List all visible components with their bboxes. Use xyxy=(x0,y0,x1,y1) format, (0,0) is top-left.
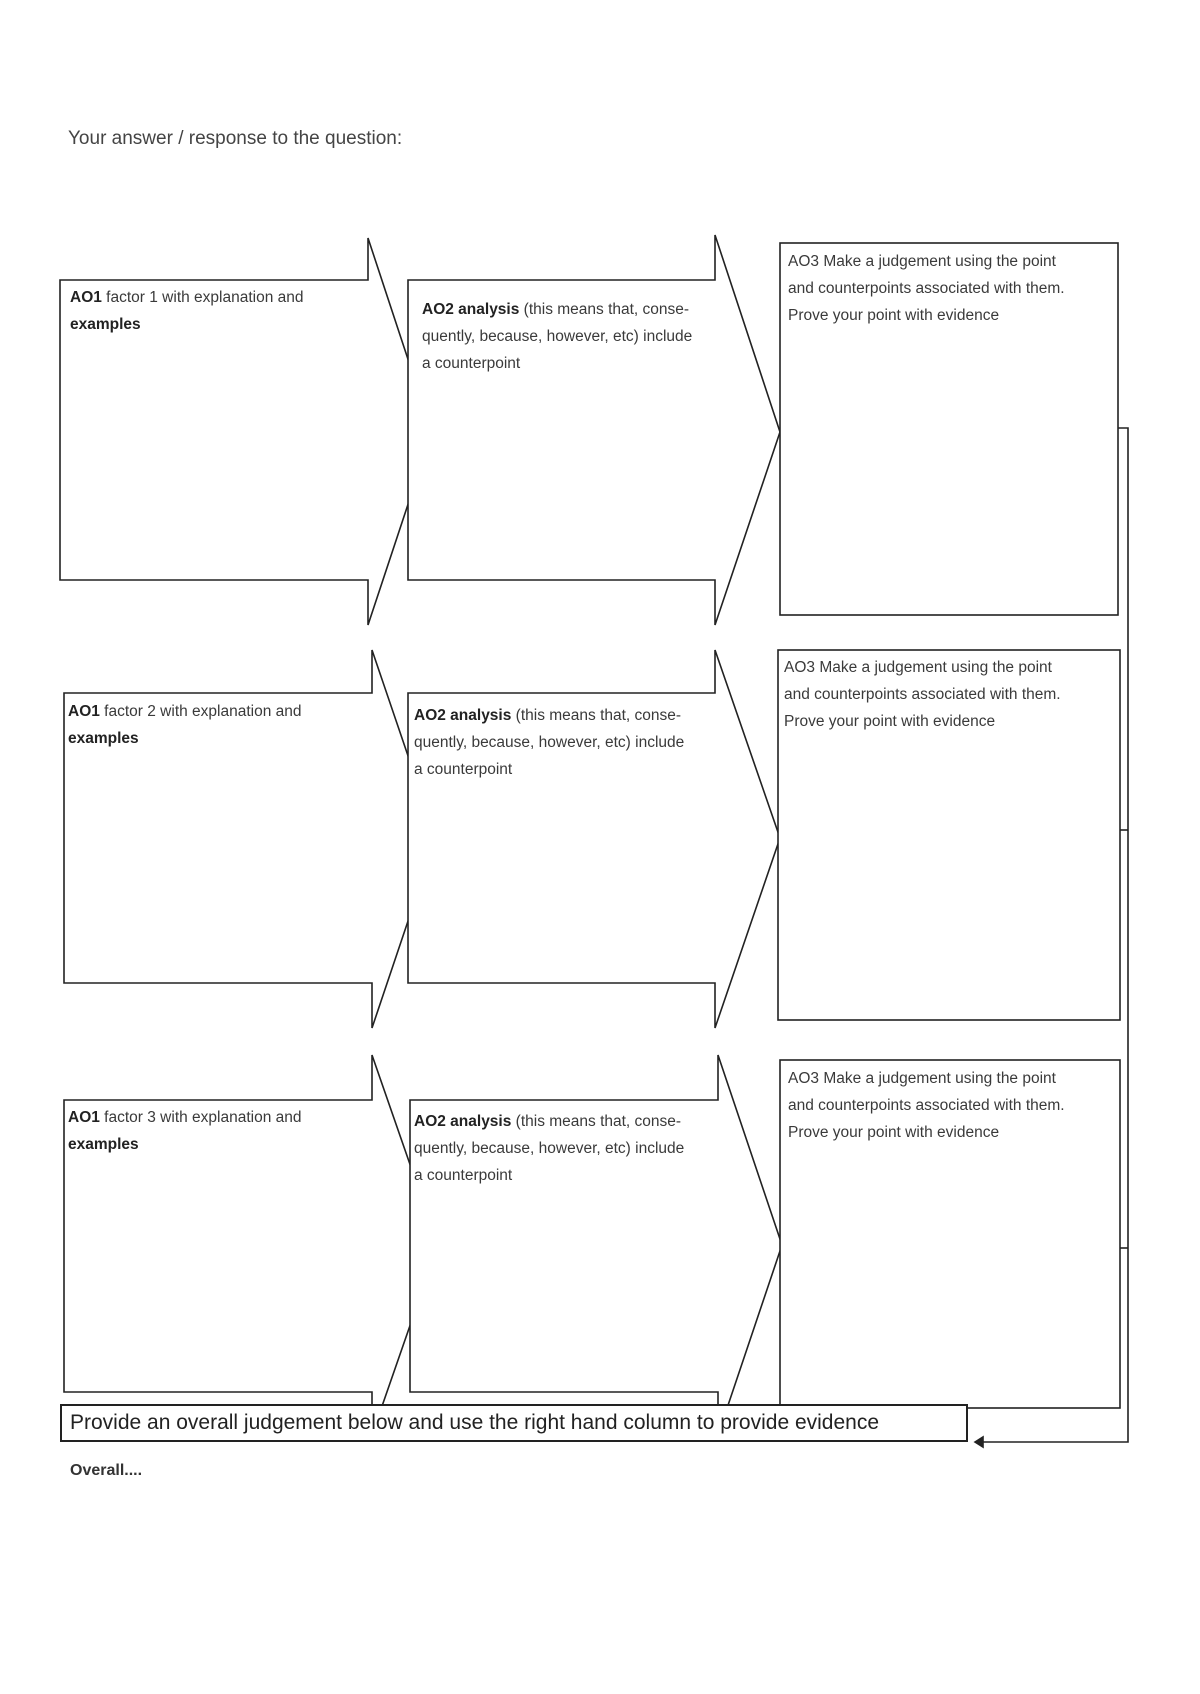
ao2-text: (this means that, conse- xyxy=(511,1113,682,1130)
ao1-text: factor 3 with explanation and xyxy=(99,1109,302,1126)
ao1-text: factor 2 with explanation and xyxy=(99,703,302,720)
ao2-text: (this means that, conse- xyxy=(511,707,682,724)
ao3-line3: Prove your point with evidence xyxy=(784,713,996,730)
ao1-code: AO1 xyxy=(70,289,102,306)
ao3-line3: Prove your point with evidence xyxy=(788,307,1000,324)
ao3-line1: AO3 Make a judgement using the point xyxy=(788,1070,1056,1087)
ao2-code: AO2 analysis xyxy=(414,1113,512,1130)
overall-label: Overall.... xyxy=(70,1462,143,1479)
ao1-examples: examples xyxy=(68,1136,139,1153)
question-prompt: Your answer / response to the question: xyxy=(68,128,403,149)
ao1-examples: examples xyxy=(68,730,139,747)
ao1-label-2 xyxy=(68,698,302,752)
ao1-label-3 xyxy=(68,1104,302,1158)
ao2-code: AO2 analysis xyxy=(414,707,512,724)
ao2-arrow-1 xyxy=(408,235,780,625)
ao3-line1: AO3 Make a judgement using the point xyxy=(788,253,1056,270)
ao3-line2: and counterpoints associated with them. xyxy=(788,280,1065,297)
ao1-code: AO1 xyxy=(68,1109,100,1126)
ao3-label-1 xyxy=(788,248,1065,329)
ao2-text-line2: quently, because, however, etc) include xyxy=(422,328,693,345)
ao2-label-1 xyxy=(422,296,692,377)
ao3-label-2 xyxy=(784,654,1061,735)
ao2-code: AO2 analysis xyxy=(422,301,520,318)
ao2-text-line3: a counterpoint xyxy=(414,1167,513,1184)
ao2-text: (this means that, conse- xyxy=(519,301,690,318)
ao1-examples: examples xyxy=(70,316,141,333)
ao3-line3: Prove your point with evidence xyxy=(788,1124,1000,1141)
ao3-label-3 xyxy=(788,1065,1065,1146)
ao1-label-1 xyxy=(70,284,304,338)
ao2-label-2 xyxy=(414,702,684,783)
ao1-text: factor 1 with explanation and xyxy=(101,289,304,306)
ao3-line2: and counterpoints associated with them. xyxy=(784,686,1061,703)
overall-judgement-banner: Provide an overall judgement below and use the right hand column to provide evidence xyxy=(60,1404,968,1442)
ao2-text-line2: quently, because, however, etc) include xyxy=(414,1140,685,1157)
ao2-text-line2: quently, because, however, etc) include xyxy=(414,734,685,751)
ao3-line1: AO3 Make a judgement using the point xyxy=(784,659,1052,676)
ao1-code: AO1 xyxy=(68,703,100,720)
ao2-text-line3: a counterpoint xyxy=(414,761,513,778)
ao3-line2: and counterpoints associated with them. xyxy=(788,1097,1065,1114)
ao2-label-3 xyxy=(414,1108,684,1189)
ao2-text-line3: a counterpoint xyxy=(422,355,521,372)
